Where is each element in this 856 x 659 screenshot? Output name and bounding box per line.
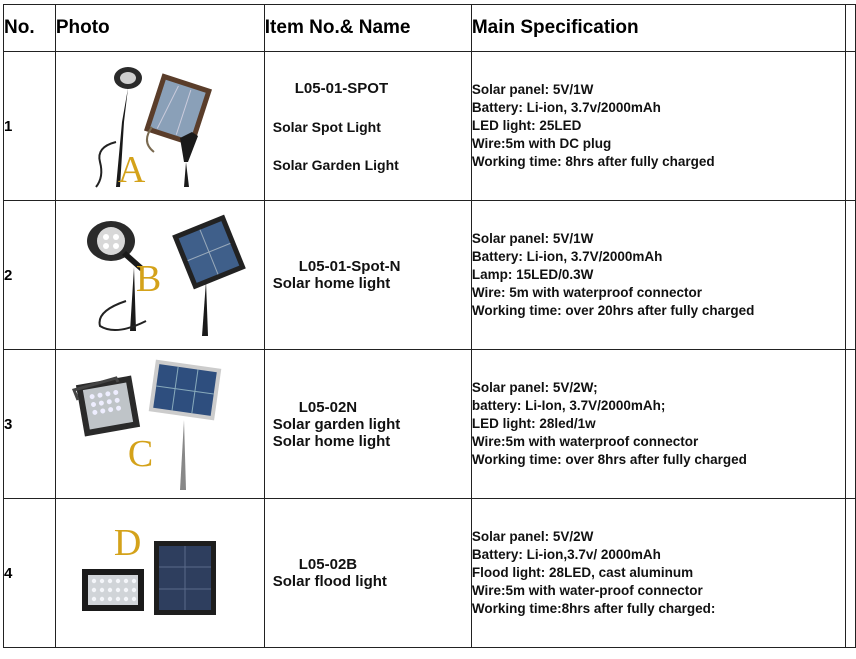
item-cell	[264, 499, 471, 648]
item-code: L05-01-SPOT	[294, 79, 389, 97]
extra-cell	[846, 52, 856, 201]
spec-cell	[471, 350, 845, 499]
spec-line: Working time: over 8hrs after fully charged	[471, 452, 747, 467]
photo-letter: A	[117, 149, 146, 191]
spec-line: Wire:5m with water-proof connector	[471, 583, 703, 598]
photo-letter: C	[127, 433, 154, 475]
item-name: Solar Spot Light	[272, 118, 381, 135]
spec-line: LED light: 25LED	[471, 118, 582, 133]
spec-line: Battery: Li-ion, 3.7v/2000mAh	[471, 100, 661, 115]
spec-line: battery: Li-Ion, 3.7V/2000mAh;	[471, 398, 666, 413]
item-name: Solar flood light	[272, 573, 387, 590]
table-row	[4, 52, 856, 201]
spot-light-image	[56, 52, 266, 200]
item-name: Solar garden light	[272, 415, 401, 433]
item-code: L05-01-Spot-N	[298, 258, 401, 275]
spec-line: Working time: 8hrs after fully charged	[471, 154, 715, 169]
extra-cell	[846, 350, 856, 499]
spec-line: Battery: Li-ion,3.7v/ 2000mAh	[471, 547, 661, 562]
spec-line: Solar panel: 5V/2W	[471, 529, 594, 544]
row-number: 1	[4, 52, 56, 201]
spec-line: Lamp: 15LED/0.3W	[471, 267, 594, 282]
spec-line: Battery: Li-ion, 3.7V/2000mAh	[471, 249, 663, 264]
spec-line: Wire: 5m with waterproof connector	[471, 285, 702, 300]
item-cell	[264, 52, 471, 201]
photo-letter: D	[113, 522, 142, 564]
item-name-alt: Solar Garden Light	[272, 156, 399, 173]
header-item: Item No.& Name	[264, 5, 471, 52]
spec-line: Working time:8hrs after fully charged:	[471, 601, 716, 616]
flood-light-image	[56, 499, 266, 647]
table-row	[4, 499, 856, 648]
item-code: L05-02B	[298, 556, 358, 573]
product-photo-garden-light	[55, 350, 264, 499]
table-row	[4, 350, 856, 499]
spec-line: Solar panel: 5V/2W;	[471, 380, 598, 395]
product-photo-spot-light	[55, 52, 264, 201]
spec-line: Wire:5m with DC plug	[471, 136, 612, 151]
spec-line: Wire:5m with waterproof connector	[471, 434, 699, 449]
spec-cell	[471, 499, 845, 648]
spec-line: Working time: over 20hrs after fully charged	[471, 303, 755, 318]
header-extra	[846, 5, 856, 52]
header-no: No.	[4, 5, 56, 52]
spec-line: Solar panel: 5V/1W	[471, 82, 594, 97]
item-name: Solar home light	[272, 275, 391, 292]
spec-line: Solar panel: 5V/1W	[471, 231, 594, 246]
spec-line: LED light: 28led/1w	[471, 416, 596, 431]
spec-cell	[471, 52, 845, 201]
header-spec: Main Specification	[471, 5, 845, 52]
spec-line: Flood light: 28LED, cast aluminum	[471, 565, 694, 580]
header-row	[4, 5, 856, 52]
garden-light-image	[56, 350, 266, 498]
row-number: 3	[4, 350, 56, 499]
product-photo-home-light	[55, 201, 264, 350]
photo-letter: B	[135, 258, 162, 300]
item-name-alt: Solar home light	[272, 432, 391, 450]
product-photo-flood-light	[55, 499, 264, 648]
item-cell	[264, 350, 471, 499]
header-photo: Photo	[55, 5, 264, 52]
row-number: 4	[4, 499, 56, 648]
item-cell	[264, 201, 471, 350]
item-code: L05-02N	[298, 398, 358, 416]
extra-cell	[846, 201, 856, 350]
spec-cell	[471, 201, 845, 350]
table-row	[4, 201, 856, 350]
product-spec-table	[3, 4, 856, 648]
row-number: 2	[4, 201, 56, 350]
extra-cell	[846, 499, 856, 648]
